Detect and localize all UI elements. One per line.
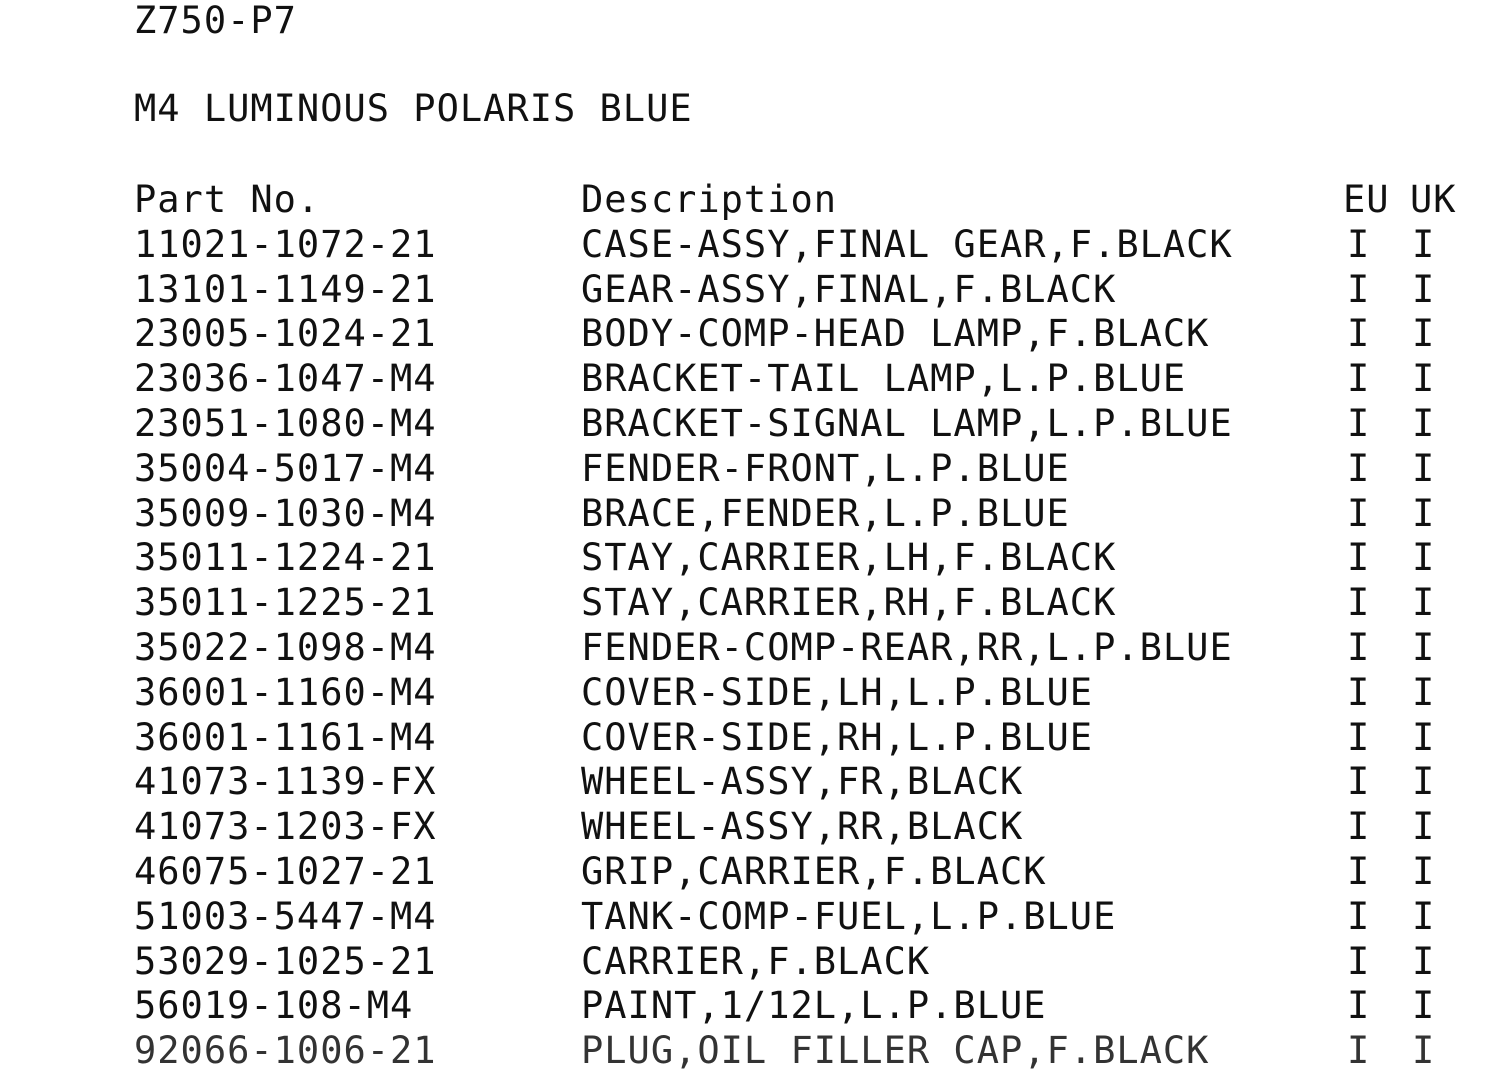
description-cell: PAINT,1/12L,L.P.BLUE [581, 984, 1047, 1028]
eu-cell: I [1347, 939, 1371, 983]
table-row [134, 805, 1474, 850]
table-row [134, 850, 1474, 895]
part-number-cell: 13101-1149-21 [134, 267, 437, 311]
eu-cell: I [1347, 312, 1371, 356]
part-number-cell: 35004-5017-M4 [134, 446, 437, 490]
part-number-cell: 41073-1203-FX [134, 805, 437, 849]
eu-cell: I [1347, 267, 1371, 311]
part-number-cell: 36001-1160-M4 [134, 670, 437, 714]
part-number-cell: 11021-1072-21 [134, 222, 437, 266]
uk-cell: I [1412, 670, 1436, 714]
eu-cell: I [1347, 805, 1371, 849]
uk-cell: I [1412, 222, 1436, 266]
uk-cell: I [1412, 849, 1436, 893]
eu-cell: I [1347, 849, 1371, 893]
part-number-cell: 51003-5447-M4 [134, 894, 437, 938]
part-number-cell: 36001-1161-M4 [134, 715, 437, 759]
part-number-cell: 53029-1025-21 [134, 939, 437, 983]
eu-cell: I [1347, 446, 1371, 490]
description-cell: GEAR-ASSY,FINAL,F.BLACK [581, 267, 1117, 311]
table-row [134, 716, 1474, 761]
description-cell: PLUG,OIL FILLER CAP,F.BLACK [581, 1029, 1210, 1073]
table-row [134, 447, 1474, 492]
document-id: Z750-P7 [134, 0, 297, 42]
part-number-cell: 35009-1030-M4 [134, 491, 437, 535]
uk-cell: I [1412, 446, 1436, 490]
table-row [134, 940, 1474, 985]
description-cell: BRACKET-SIGNAL LAMP,L.P.BLUE [581, 401, 1233, 445]
table-row [134, 536, 1474, 581]
table-row [134, 492, 1474, 537]
table-row [134, 760, 1474, 805]
uk-cell: I [1412, 805, 1436, 849]
part-number-cell: 23051-1080-M4 [134, 401, 437, 445]
part-number-cell: 35011-1225-21 [134, 581, 437, 625]
description-cell: BRACE,FENDER,L.P.BLUE [581, 491, 1070, 535]
description-cell: CARRIER,F.BLACK [581, 939, 931, 983]
table-row [134, 626, 1474, 671]
eu-cell: I [1347, 222, 1371, 266]
header-uk: UK [1410, 178, 1457, 221]
table-row [134, 581, 1474, 626]
description-cell: FENDER-FRONT,L.P.BLUE [581, 446, 1070, 490]
part-number-cell: 46075-1027-21 [134, 849, 437, 893]
part-number-cell: 41073-1139-FX [134, 760, 437, 804]
part-number-cell: 35011-1224-21 [134, 536, 437, 580]
description-cell: STAY,CARRIER,LH,F.BLACK [581, 536, 1117, 580]
uk-cell: I [1412, 894, 1436, 938]
uk-cell: I [1412, 760, 1436, 804]
header-description: Description [581, 178, 838, 221]
uk-cell: I [1412, 536, 1436, 580]
eu-cell: I [1347, 401, 1371, 445]
table-row [134, 895, 1474, 940]
document-title: M4 LUMINOUS POLARIS BLUE [134, 87, 693, 130]
uk-cell: I [1412, 491, 1436, 535]
eu-cell: I [1347, 1029, 1371, 1073]
description-cell: CASE-ASSY,FINAL GEAR,F.BLACK [581, 222, 1233, 266]
part-number-cell: 23005-1024-21 [134, 312, 437, 356]
table-row [134, 357, 1474, 402]
description-cell: GRIP,CARRIER,F.BLACK [581, 849, 1047, 893]
description-cell: BRACKET-TAIL LAMP,L.P.BLUE [581, 357, 1187, 401]
description-cell: STAY,CARRIER,RH,F.BLACK [581, 581, 1117, 625]
parts-table [134, 178, 1474, 1074]
eu-cell: I [1347, 715, 1371, 759]
part-number-cell: 23036-1047-M4 [134, 357, 437, 401]
table-row [134, 268, 1474, 313]
description-cell: COVER-SIDE,LH,L.P.BLUE [581, 670, 1094, 714]
eu-cell: I [1347, 581, 1371, 625]
table-row [134, 312, 1474, 357]
table-row [134, 223, 1474, 268]
eu-cell: I [1347, 491, 1371, 535]
uk-cell: I [1412, 357, 1436, 401]
table-row [134, 671, 1474, 716]
part-number-cell: 92066-1006-21 [134, 1029, 437, 1073]
header-part-no: Part No. [134, 178, 321, 221]
eu-cell: I [1347, 357, 1371, 401]
description-cell: WHEEL-ASSY,FR,BLACK [581, 760, 1024, 804]
table-row [134, 984, 1474, 1029]
eu-cell: I [1347, 536, 1371, 580]
table-row [134, 1029, 1474, 1074]
eu-cell: I [1347, 760, 1371, 804]
table-row [134, 402, 1474, 447]
eu-cell: I [1347, 670, 1371, 714]
eu-cell: I [1347, 625, 1371, 669]
uk-cell: I [1412, 267, 1436, 311]
uk-cell: I [1412, 625, 1436, 669]
part-number-cell: 35022-1098-M4 [134, 625, 437, 669]
eu-cell: I [1347, 984, 1371, 1028]
description-cell: TANK-COMP-FUEL,L.P.BLUE [581, 894, 1117, 938]
uk-cell: I [1412, 1029, 1436, 1073]
table-body [134, 223, 1474, 1074]
table-header-row [134, 178, 1474, 223]
header-eu: EU [1343, 178, 1390, 221]
uk-cell: I [1412, 401, 1436, 445]
description-cell: WHEEL-ASSY,RR,BLACK [581, 805, 1024, 849]
description-cell: COVER-SIDE,RH,L.P.BLUE [581, 715, 1094, 759]
uk-cell: I [1412, 939, 1436, 983]
uk-cell: I [1412, 984, 1436, 1028]
eu-cell: I [1347, 894, 1371, 938]
part-number-cell: 56019-108-M4 [134, 984, 414, 1028]
uk-cell: I [1412, 581, 1436, 625]
uk-cell: I [1412, 715, 1436, 759]
uk-cell: I [1412, 312, 1436, 356]
description-cell: BODY-COMP-HEAD LAMP,F.BLACK [581, 312, 1210, 356]
description-cell: FENDER-COMP-REAR,RR,L.P.BLUE [581, 625, 1233, 669]
